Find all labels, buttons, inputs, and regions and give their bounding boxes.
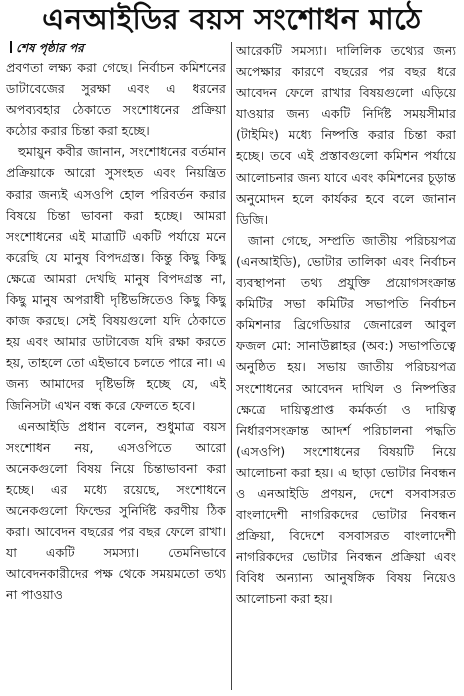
article-body — [6, 40, 458, 692]
paragraph: প্রবণতা লক্ষ্য করা গেছে। নির্বাচন কমিশনের ডাটাবেজের সুরক্ষা এবং এ ধরনের অপব্যবহার ঠেকাতে সংশোধনের প্রক্রিয়া কঠোর করার চিন্তা করা হচ্ছে। — [6, 60, 226, 139]
kicker-text: শেষ পৃষ্ঠার পর — [16, 41, 84, 55]
kicker — [6, 40, 226, 57]
kicker-bar — [10, 41, 12, 53]
left-column — [6, 40, 226, 692]
right-column — [236, 40, 456, 692]
paragraph: আরেকটি সমস্যা। দালিলিক তথ্যের জন্য অপেক্ষার কারণে বছরের পর বছর ধরে আবেদন ফেলে রাখার বিষয়গুলো এড়িয়ে যাওয়ার জন্য একটি নির্দিষ্ট সময়সীমার (টাইমিং) মধ্যে নিষ্পত্তি করার চিন্তা করা হচ্ছে। তবে এই প্রস্তাবগুলো কমিশন পর্যায়ে আলোচনার জন্য যাবে এবং কমিশনের চূড়ান্ত অনুমোদন হলে কার্যকর হবে বলে জানান ডিজি। — [236, 43, 456, 227]
headline: এনআইডির বয়স সংশোধন মাঠে — [42, 2, 422, 36]
paragraph: এনআইডি প্রধান বলেন, শুধুমাত্র বয়স সংশোধন নয়, এসওপিতে আরো অনেকগুলো বিষয় নিয়ে চিন্তাভাবনা করা হচ্ছে। এর মধ্যে রয়েছে, সংশোধনে অনেকগুলো ফিল্ডের সুনির্দিষ্ট করণীয় ঠিক করা। আবেদন বছরের পর বছর ফেলে রাখা। যা একটি সমস্যা। তেমনিভাবে আবেদনকারীদের পক্ষ থেকে সময়মতো তথ্য না পাওয়াও — [6, 418, 226, 603]
column-divider — [231, 42, 232, 690]
paragraph: হুমায়ুন কবীর জানান, সংশোধনের বর্তমান প্রক্রিয়াকে আরো সুসংহত এবং নিয়ন্ত্রিত করার জন্যই এসওপি হোল পরিবর্তন করার বিষয়ে চিন্তা ভাবনা করা হচ্ছে। আমরা সংশোধনের এই মাত্রাটি একটি পর্যায়ে মনে করেছি যে মানুষ বিপদগ্রস্ত। কিন্তু কিছু কিছু ক্ষেত্রে আমরা দেখছি মানুষ বিপদগ্রস্ত না, কিছু মানুষ অপরাধী দৃষ্টিভঙ্গিতেও কিছু কিছু কাজ করছে। সেই বিষয়গুলো যদি ঠেকাতে হয় এবং আমার ডাটাবেজ যদি রক্ষা করতে হয়, তাহলে তো এইভাবে চলতে পারে না। এ জন্য আমাদের দৃষ্টিভঙ্গি হচ্ছে যে, এই জিনিসটা এখন বন্ধ করে ফেলতে হবে। — [6, 144, 226, 413]
paragraph: জানা গেছে, সম্প্রতি জাতীয় পরিচয়পত্র (এনআইডি), ভোটার তালিকা এবং নির্বাচন ব্যবস্থাপনা তথ্য প্রযুক্তি প্রয়োগসংক্রান্ত কমিটির সভা কমিটির সভাপতি নির্বাচন কমিশনার ব্রিগেডিয়ার জেনারেল আবুল ফজল মো: সানাউল্লাহর (অব:) সভাপতিত্বে অনুষ্ঠিত হয়। সভায় জাতীয় পরিচয়পত্র সংশোধনের আবেদন দাখিল ও নিষ্পত্তির ক্ষেত্রে দায়িত্বপ্রাপ্ত কর্মকর্তা ও দায়িত্ব নির্ধারণসংক্রান্ত আদর্শ পরিচালনা পদ্ধতি (এসওপি) সংশোধনের বিষয়টি নিয়ে আলোচনা করা হয়। এ ছাড়া ভোটার নিবন্ধন ও এনআইডি প্রণয়ন, দেশে বসবাসরত বাংলাদেশী নাগরিকদের ভোটার নিবন্ধন প্রক্রিয়া, বিদেশে বসবাসরত বাংলাদেশী নাগরিকদের ভোটার নিবন্ধন প্রক্রিয়া এবং বিবিধ অন্যান্য আনুষঙ্গিক বিষয় নিয়েও আলোচনা করা হয়। — [236, 232, 456, 607]
